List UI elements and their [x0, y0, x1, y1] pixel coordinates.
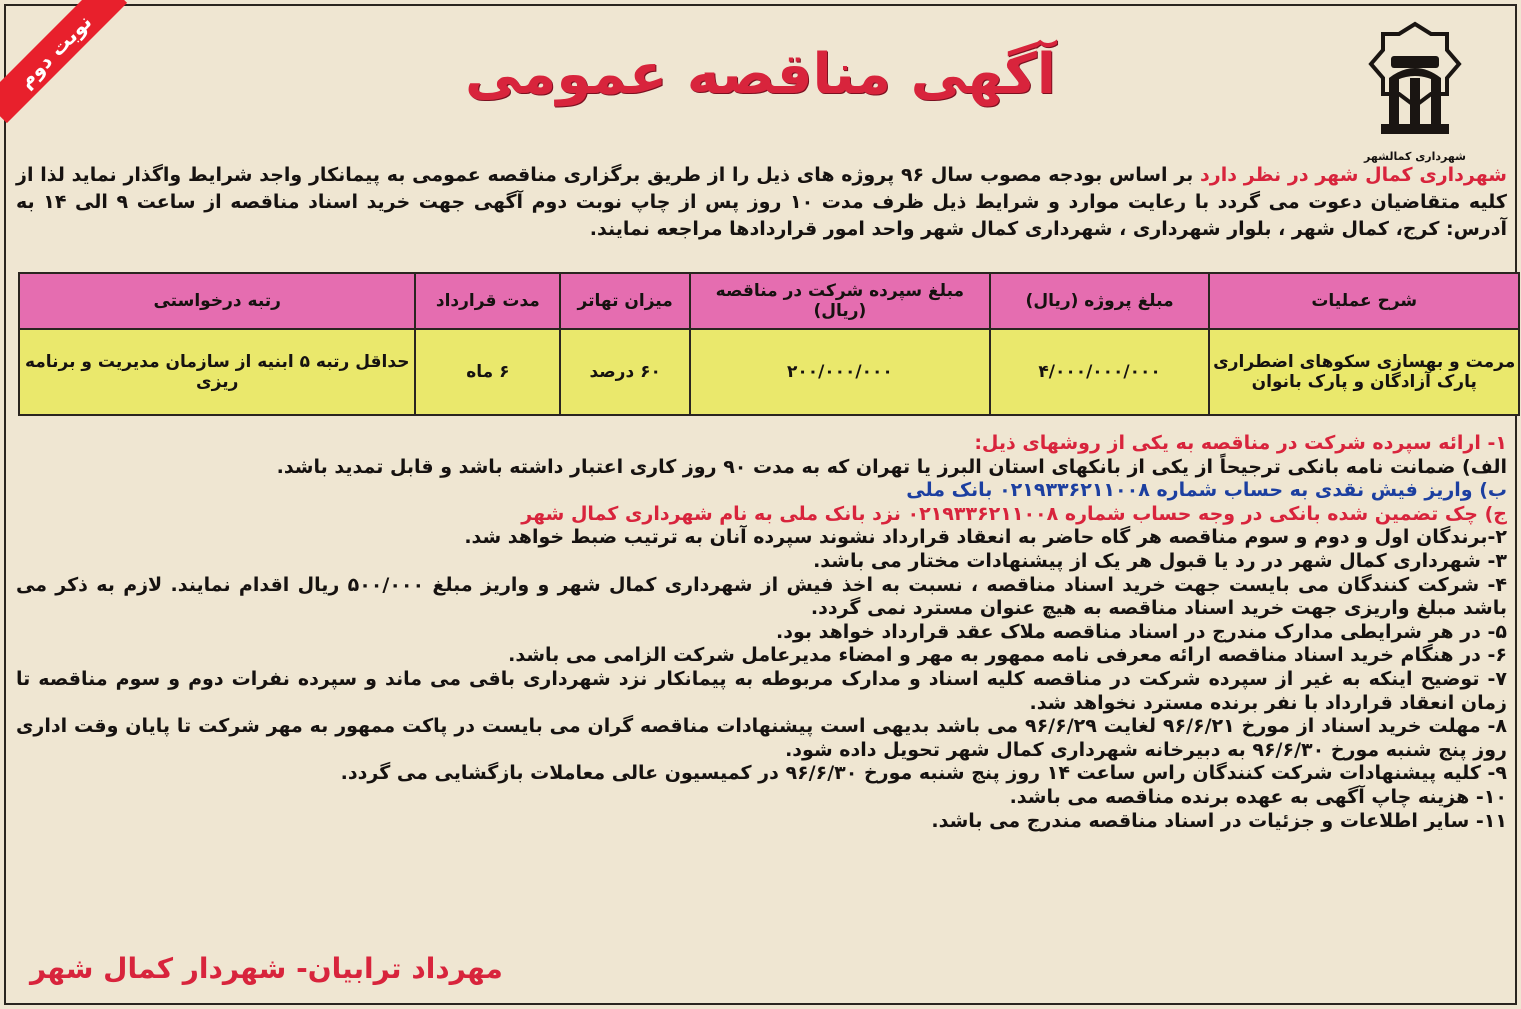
clause-1b: ب) واریز فیش نقدی به حساب شماره ۰۲۱۹۳۳۶۲۱۱۰۰۸ بانک ملی: [906, 479, 1507, 502]
cell-offset-rate: ۶۰ درصد: [560, 329, 690, 415]
clause-10: ۱۰- هزینه چاپ آگهی به عهده برنده مناقصه می باشد.: [1009, 785, 1507, 808]
clause-9: ۹- کلیه پیشنهادات شرکت کنندگان راس ساعت ۱۴ روز پنج شنبه مورخ ۹۶/۶/۳۰ در کمیسیون عالی معاملات بازگشایی می گردد.: [340, 762, 1507, 785]
notice-title: آگهی مناقصه عمومی: [465, 42, 1056, 107]
clause-3: ۳- شهرداری کمال شهر در رد یا قبول هر یک از پیشنهادات مختار می باشد.: [813, 549, 1507, 572]
cell-deposit-amount: ۲۰۰/۰۰۰/۰۰۰: [690, 329, 990, 415]
header-contract-duration: مدت قرارداد: [415, 273, 560, 329]
table-header-row: [19, 273, 1519, 329]
clause-5: ۵- در هر شرایطی مدارک مندرج در اسناد مناقصه ملاک عقد قرارداد خواهد بود.: [776, 620, 1507, 643]
header-offset-rate: میزان تهاتر: [560, 273, 690, 329]
clause-7: ۷- توضیح اینکه به غیر از سپرده شرکت در مناقصه کلیه اسناد و مدارک مربوطه به پیمانکار نزد شهرداری باقی می ماند و سپرده نفرات دوم و سوم مناقصه تا زمان انعقاد قرارداد با نفر برنده مسترد نخواهد شد.: [16, 667, 1507, 714]
cell-project-amount: ۴/۰۰۰/۰۰۰/۰۰۰: [990, 329, 1210, 415]
table-row: [19, 329, 1519, 415]
header-operation: شرح عملیات: [1209, 273, 1519, 329]
mayor-signature: مهرداد ترابیان- شهردار کمال شهر: [30, 952, 503, 985]
logo-caption: شهرداری کمالشهر: [1364, 150, 1466, 163]
cell-contract-duration: ۶ ماه: [415, 329, 560, 415]
clause-11: ۱۱- سایر اطلاعات و جزئیات در اسناد مناقصه مندرج می باشد.: [931, 809, 1507, 832]
clause-2: ۲-برندگان اول و دوم و سوم مناقصه هر گاه حاضر به انعقاد قرارداد نشوند سپرده آنان به ترتیب ضبط خواهد شد.: [464, 526, 1507, 549]
header-project-amount: مبلغ پروژه (ریال): [990, 273, 1210, 329]
conditions-list: [16, 432, 1507, 833]
second-round-ribbon: نوبت دوم: [0, 0, 127, 123]
project-table: [18, 272, 1520, 416]
municipality-logo-icon: [1361, 18, 1469, 168]
intro-paragraph: [16, 162, 1507, 243]
clause-1c: ج) چک تضمین شده بانکی در وجه حساب شماره ۰۲۱۹۳۳۶۲۱۱۰۰۸ نزد بانک ملی به نام شهرداری کمال شهر: [521, 502, 1507, 525]
intro-text: بر اساس بودجه مصوب سال ۹۶ پروژه های ذیل را از طریق برگزاری مناقصه عمومی به پیمانکار واجد شرایط واگذار نماید لذا از کلیه متقاضیان دعوت می گردد با رعایت موارد و شرایط ذیل ظرف مدت ۱۰ روز پس از چاپ نوبت دوم آگهی جهت خرید اسناد مناقصه از ساعت ۹ الی ۱۴ به آدرس: کرج، کمال شهر ، بلوار شهرداری ، شهرداری کمال شهر واحد امور قراردادها مراجعه نمایند.: [16, 164, 1507, 240]
intro-lead: شهرداری کمال شهر در نظر دارد: [1200, 164, 1507, 186]
clause-1: ۱- ارائه سپرده شرکت در مناقصه به یکی از روشهای ذیل:: [974, 432, 1507, 454]
clause-8: ۸- مهلت خرید اسناد از مورخ ۹۶/۶/۲۱ لغایت ۹۶/۶/۲۹ می باشد بدیهی است پیشنهادات مناقصه گران می بایست در پاکت ممهور به مهر شرکت تا پایان وقت اداری روز پنج شنبه مورخ ۹۶/۶/۳۰ به دبیرخانه شهرداری کمال شهر تحویل داده شود.: [16, 715, 1507, 761]
clause-6: ۶- در هنگام خرید اسناد مناقصه ارائه معرفی نامه ممهور به مهر و امضاء مدیرعامل شرکت الزامی می باشد.: [508, 644, 1507, 667]
clause-1a: الف) ضمانت نامه بانکی ترجیحاً از یکی از بانکهای استان البرز یا تهران که به مدت ۹۰ روز کاری اعتبار داشته باشد و قابل تمدید باشد.: [276, 455, 1507, 478]
clause-4: ۴- شرکت کنندگان می بایست جهت خرید اسناد مناقصه ، نسبت به اخذ فیش از شهرداری کمال شهر و واریز مبلغ ۵۰۰/۰۰۰ ریال اقدام نمایند. لازم به ذکر می باشد مبلغ واریزی جهت خرید اسناد مناقصه به هیچ عنوان مسترد نمی گردد.: [16, 573, 1507, 620]
header-deposit-amount: مبلغ سپرده شرکت در مناقصه (ریال): [690, 273, 990, 329]
cell-operation: مرمت و بهسازی سکوهای اضطراری پارک آزادگان و پارک بانوان: [1209, 329, 1519, 415]
cell-required-grade: حداقل رتبه ۵ ابنیه از سازمان مدیریت و برنامه ریزی: [19, 329, 415, 415]
header-required-grade: رتبه درخواستی: [19, 273, 415, 329]
